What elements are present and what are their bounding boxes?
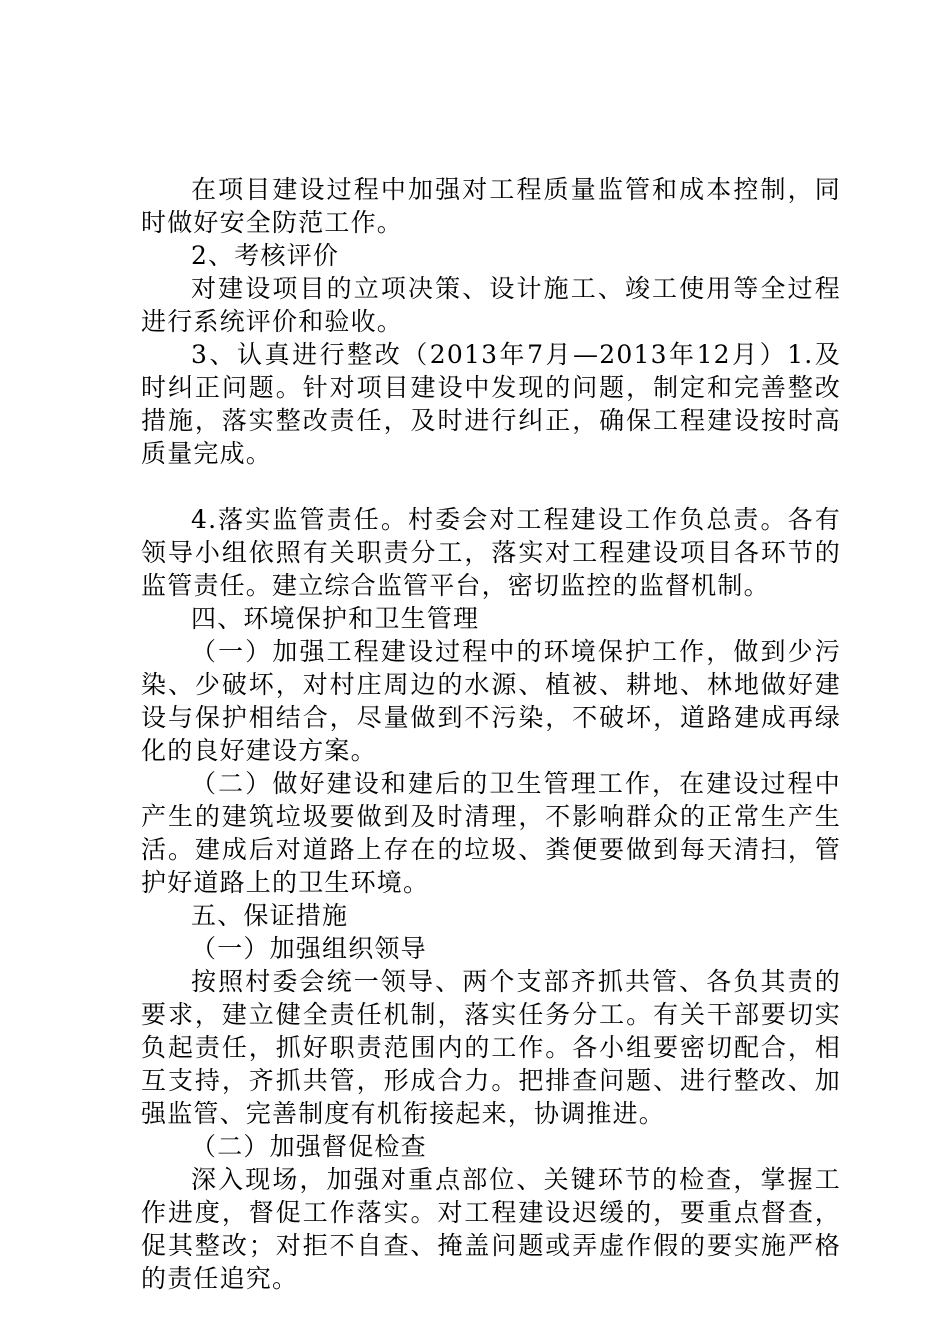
paragraph: （一）加强工程建设过程中的环境保护工作，做到少污染、少破坏，对村庄周边的水源、植被、耕地、林地做好建设与保护相结合，尽量做到不污染，不破坏，道路建成再绿化的良好建设方案。 [141, 637, 841, 765]
paragraph: 深入现场，加强对重点部位、关键环节的检查，掌握工作进度，督促工作落实。对工程建设迟缓的，要重点督查，促其整改；对拒不自查、掩盖问题或弄虚作假的要实施严格的责任追究。 [141, 1165, 841, 1293]
section-heading: 五、保证措施 [191, 901, 349, 930]
document-body [141, 173, 841, 1295]
section-heading: 四、环境保护和卫生管理 [191, 604, 480, 633]
subsection-heading: （一）加强组织领导 [191, 934, 427, 963]
paragraph: 对建设项目的立项决策、设计施工、竣工使用等全过程进行系统评价和验收。 [141, 274, 841, 336]
paragraph: 3、认真进行整改（2013年7月—2013年12月）1.及时纠正问题。针对项目建设中发现的问题，制定和完善整改措施，落实整改责任，及时进行纠正，确保工程建设按时高质量完成。 [141, 340, 841, 468]
paragraph-spacer [141, 470, 841, 503]
section-heading: 2、考核评价 [191, 241, 340, 270]
paragraph: 按照村委会统一领导、两个支部齐抓共管、各负其责的要求，建立健全责任机制，落实任务分工。有关干部要切实负起责任，抓好职责范围内的工作。各小组要密切配合，相互支持，齐抓共管，形成合力。把排查问题、进行整改、加强监管、完善制度有机衔接起来，协调推进。 [141, 967, 841, 1128]
paragraph: （二）做好建设和建后的卫生管理工作，在建设过程中产生的建筑垃圾要做到及时清理，不影响群众的正常生产生活。建成后对道路上存在的垃圾、粪便要做到每天清扫，管护好道路上的卫生环境。 [141, 769, 841, 897]
subsection-heading: （二）加强督促检查 [191, 1132, 427, 1161]
paragraph: 4.落实监管责任。村委会对工程建设工作负总责。各有领导小组依照有关职责分工，落实对工程建设项目各环节的监管责任。建立综合监管平台，密切监控的监督机制。 [141, 505, 841, 600]
paragraph: 在项目建设过程中加强对工程质量监管和成本控制，同时做好安全防范工作。 [141, 175, 841, 237]
